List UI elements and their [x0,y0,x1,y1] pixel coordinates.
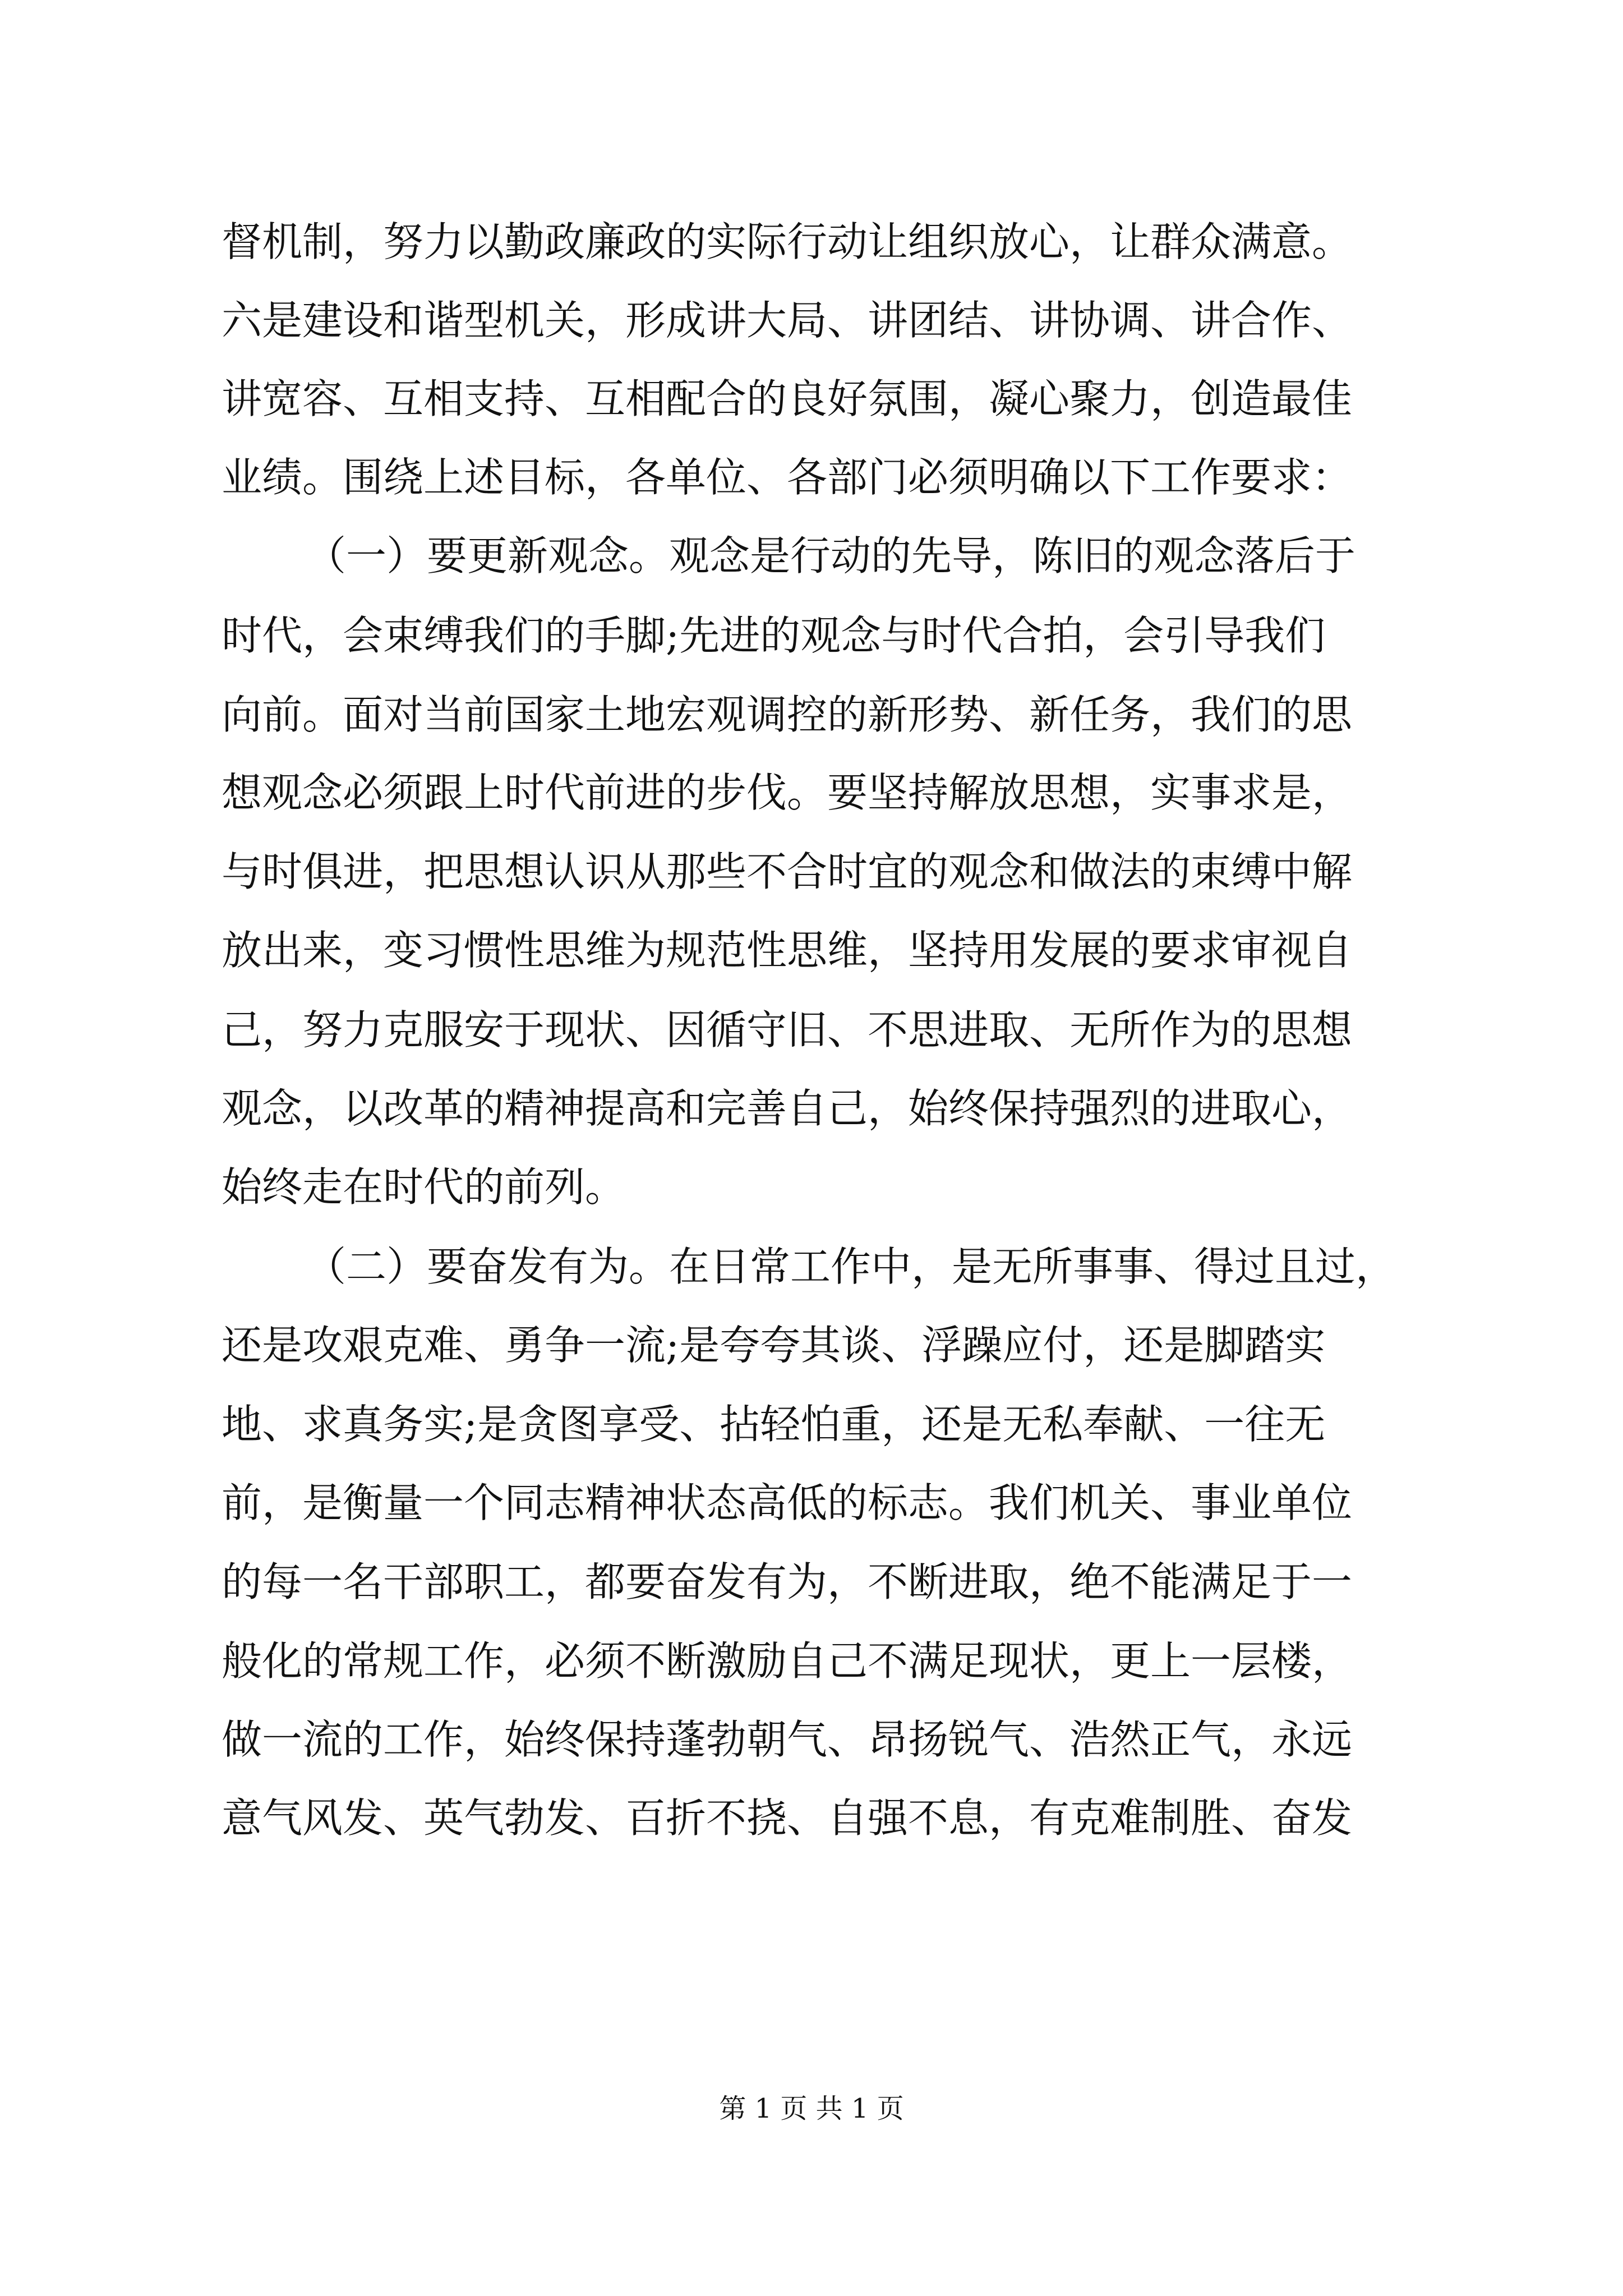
body-line: 向前。面对当前国家土地宏观调控的新形势、新任务，我们的思 [222,691,1353,738]
body-line: 般化的常规工作，必须不断激励自己不满足现状，更上一层楼， [222,1637,1353,1685]
body-line: 始终走在时代的前列。 [222,1163,626,1211]
body-line: 前，是衡量一个同志精神状态高低的标志。我们机关、事业单位 [222,1479,1353,1526]
body-line: 的每一名干部职工，都要奋发有为，不断进取，绝不能满足于一 [222,1558,1353,1605]
body-line: 意气风发、英气勃发、百折不挠、自强不息，有克难制胜、奋发 [222,1795,1353,1842]
body-line: 放出来，变习惯性思维为规范性思维，坚持用发展的要求审视自 [222,927,1353,974]
page-footer: 第 1 页 共 1 页 [719,2093,904,2124]
body-line: 想观念必须跟上时代前进的步伐。要坚持解放思想，实事求是， [222,769,1353,816]
body-line: 督机制，努力以勤政廉政的实际行动让组织放心，让群众满意。 [222,218,1353,265]
body-line: 还是攻艰克难、勇争一流;是夸夸其谈、浮躁应付，还是脚踏实 [222,1322,1326,1369]
body-line: 讲宽容、互相支持、互相配合的良好氛围，凝心聚力，创造最佳 [222,375,1353,422]
body-line: 时代，会束缚我们的手脚;先进的观念与时代合拍，会引导我们 [222,612,1326,659]
body-line: 六是建设和谐型机关，形成讲大局、讲团结、讲协调、讲合作、 [222,297,1353,344]
body-line: 观念，以改革的精神提高和完善自己，始终保持强烈的进取心， [222,1085,1353,1132]
paragraph-first-line: （二）要奋发有为。在日常工作中，是无所事事、得过且过， [306,1243,1396,1290]
body-line: 业绩。围绕上述目标，各单位、各部门必须明确以下工作要求： [222,454,1353,501]
body-line: 己，努力克服安于现状、因循守旧、不思进取、无所作为的思想 [222,1006,1353,1053]
paragraph-first-line: （一）要更新观念。观念是行动的先导，陈旧的观念落后于 [306,532,1356,579]
body-line: 与时俱进，把思想认识从那些不合时宜的观念和做法的束缚中解 [222,848,1353,895]
body-line: 做一流的工作，始终保持蓬勃朝气、昂扬锐气、浩然正气，永远 [222,1716,1353,1763]
body-line: 地、求真务实;是贪图享受、拈轻怕重，还是无私奉献、一往无 [222,1401,1326,1448]
